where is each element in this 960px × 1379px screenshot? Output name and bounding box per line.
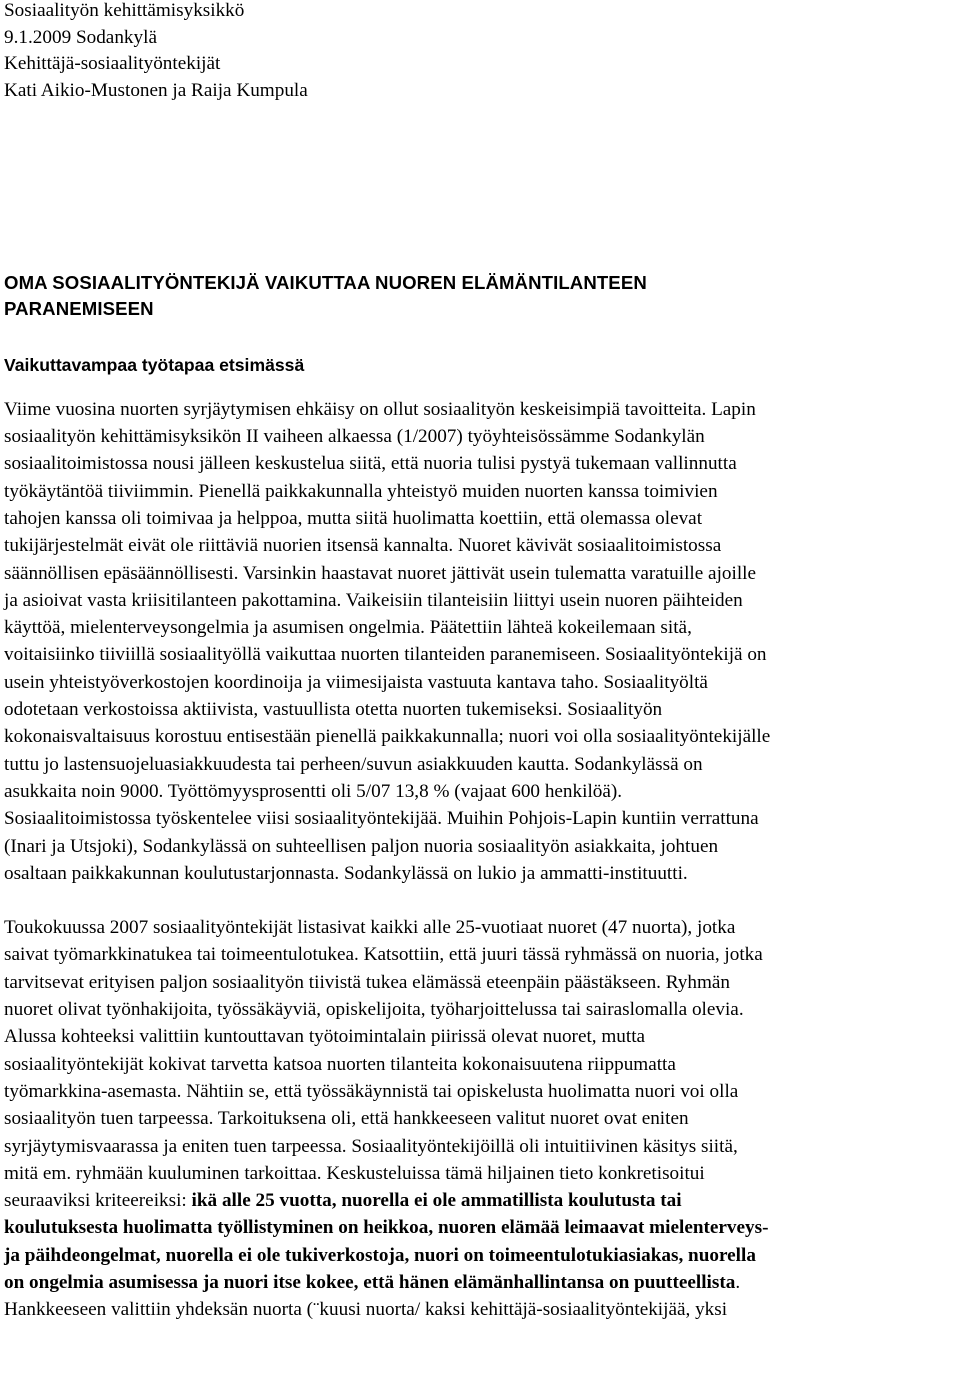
text-line: säännöllisen epäsäännöllisesti. Varsinkin haastavat nuoret jättivät usein tulematta varatuille ajoille [4,562,757,584]
text-line: kokonaisvaltaisuus korostuu entisestään pienellä paikkakunnalla; nuori voi olla sosiaalityöntekijälle [4,726,771,748]
text-line: Hankkeeseen valittiin yhdeksän nuorta (¨kuusi nuorta/ kaksi kehittäjä-sosiaalityöntekijää, yksi [4,1299,728,1321]
text-line: sosiaalitoimistossa nousi jälleen keskustelua siitä, että nuoria tulisi pystyä tukemaan vallinnutta [4,453,737,475]
text-line: tuttu jo lastensuojeluasiakkuudesta tai perheen/suvun asiakkuuden kautta. Sodankylässä on [4,753,703,775]
text-line: syrjäytymisvaarassa ja eniten tuen tarpeessa. Sosiaalityöntekijöillä oli intuitiivinen käsitys siitä, [4,1135,738,1157]
document-page [4,0,958,1324]
text-line: Sosiaalitoimistossa työskentelee viisi sosiaalityöntekijää. Muihin Pohjois-Lapin kuntiin verrattuna [4,808,759,830]
criteria-bold-text: ja päihdeongelmat, nuorella ei ole tukiverkostoja, nuori on toimeentulotukiasiakas, nuorella [4,1244,756,1266]
text-line: sosiaalityön kehittämisyksikön II vaiheen alkaessa (1/2007) työyhteisössämme Sodankylän [4,426,705,448]
paragraph-intro [4,396,958,887]
text-line: tukijärjestelmät eivät ole riittäviä nuorien itsensä kannalta. Nuoret kävivät sosiaalitoimistossa [4,535,722,557]
document-subtitle: Vaikuttavampaa työtapaa etsimässä [4,354,305,375]
text-line: tarvitsevat erityisen paljon sosiaalityön tiivistä tukea elämässä eteenpäin päästäkseen. Ryhmän [4,971,731,993]
criteria-end: . [735,1272,741,1294]
title-line: OMA SOSIAALITYÖNTEKIJÄ VAIKUTTAA NUOREN ELÄMÄNTILANTEEN [4,271,647,293]
text-line: ja asioivat vasta kriisitilanteen pakottamina. Vaikeisiin tilanteisiin liittyi usein nuoren päihteiden [4,589,743,611]
text-line: usein yhteistyöverkostojen koordinoija ja viimesijaista vastuuta kantava taho. Sosiaalityöltä [4,671,708,693]
text-line: sosiaalityöntekijät kokivat tarvetta katsoa nuorten tilanteita kokonaisuutena riippumatta [4,1053,676,1075]
criteria-intro: seuraaviksi kriteereiksi: [4,1190,192,1212]
title-line: PARANEMISEEN [4,298,154,320]
text-line: tahojen kanssa oli toimivaa ja helppoa, mutta siitä huolimatta koettiin, että olemassa olevat [4,508,703,529]
criteria-bold-text: koulutuksesta huolimatta työllistyminen on heikkoa, nuoren elämää leimaavat mielenterveys- [4,1217,769,1239]
text-line: odotetaan verkostoissa aktiivista, vastuullista otetta nuorten tukemiseksi. Sosiaalityön [4,699,663,721]
text-line: asukkaita noin 9000. Työttömyysprosentti oli 5/07 13,8 % (vajaat 600 henkilöä). [4,780,623,802]
criteria-bold-text: ikä alle 25 vuotta, nuorella ei ole ammatillista koulutusta tai [191,1190,682,1212]
organization-name: Sosiaalityön kehittämisyksikkö [4,0,245,21]
criteria-line [4,1187,958,1214]
date-place: 9.1.2009 Sodankylä [4,26,157,48]
text-line: nuoret olivat työnhakijoita, työssäkäyviä, opiskelijoita, työharjoittelussa tai sairaslomalla olevia. [4,999,744,1021]
criteria-line [4,1269,958,1296]
text-line: Toukokuussa 2007 sosiaalityöntekijät listasivat kaikki alle 25-vuotiaat nuoret (47 nuorta), jotka [4,917,736,939]
text-line: (Inari ja Utsjoki), Sodankylässä on suhteellisen paljon nuoria sosiaalityön asiakkaita, johtuen [4,835,719,857]
text-line: saivat työmarkkinatukea tai toimeentulotukea. Katsottiin, että juuri tässä ryhmässä on nuoria, jotka [4,944,763,966]
text-line: osaltaan paikkakunnan koulutustarjonnasta. Sodankylässä on lukio ja ammatti-instituutti. [4,862,688,884]
text-line: voitaisiinko tiiviillä sosiaalityöllä vaikuttaa nuorten tilanteiden paranemiseen. Sosiaalityöntekijä on [4,644,767,666]
author-role: Kehittäjä-sosiaalityöntekijät [4,53,221,75]
text-line: sosiaalityön tuen tarpeessa. Tarkoituksena oli, että hankkeeseen valitut nuoret ovat eniten [4,1108,689,1130]
text-line: käyttöä, mielenterveysongelmia ja asumisen ongelmia. Päätettiin lähteä kokeilemaan sitä, [4,617,692,639]
document-title [4,270,958,323]
text-line: Alussa kohteeksi valittiin kuntouttavan työtoimintalain piirissä olevat nuoret, mutta [4,1026,646,1048]
text-line: Viime vuosina nuorten syrjäytymisen ehkäisy on ollut sosiaalityön keskeisimpiä tavoitteita. Lapin [4,398,756,420]
text-line: mitä em. ryhmään kuuluminen tarkoittaa. Keskusteluissa tämä hiljainen tieto konkretisoitui [4,1162,705,1184]
criteria-bold-text: on ongelmia asumisessa ja nuori itse kokee, että hänen elämänhallintansa on puutteellista [4,1272,736,1294]
text-line: työmarkkina-asemasta. Nähtiin se, että työssäkäynnistä tai opiskelusta huolimatta nuori voi olla [4,1080,739,1102]
text-line: työkäytäntöä tiiviimmin. Pienellä paikkakunnalla yhteistyö muiden nuorten kanssa toimivien [4,480,718,502]
author-names: Kati Aikio-Mustonen ja Raija Kumpula [4,80,308,102]
paragraph-selection [4,914,958,1323]
document-header [4,0,958,105]
